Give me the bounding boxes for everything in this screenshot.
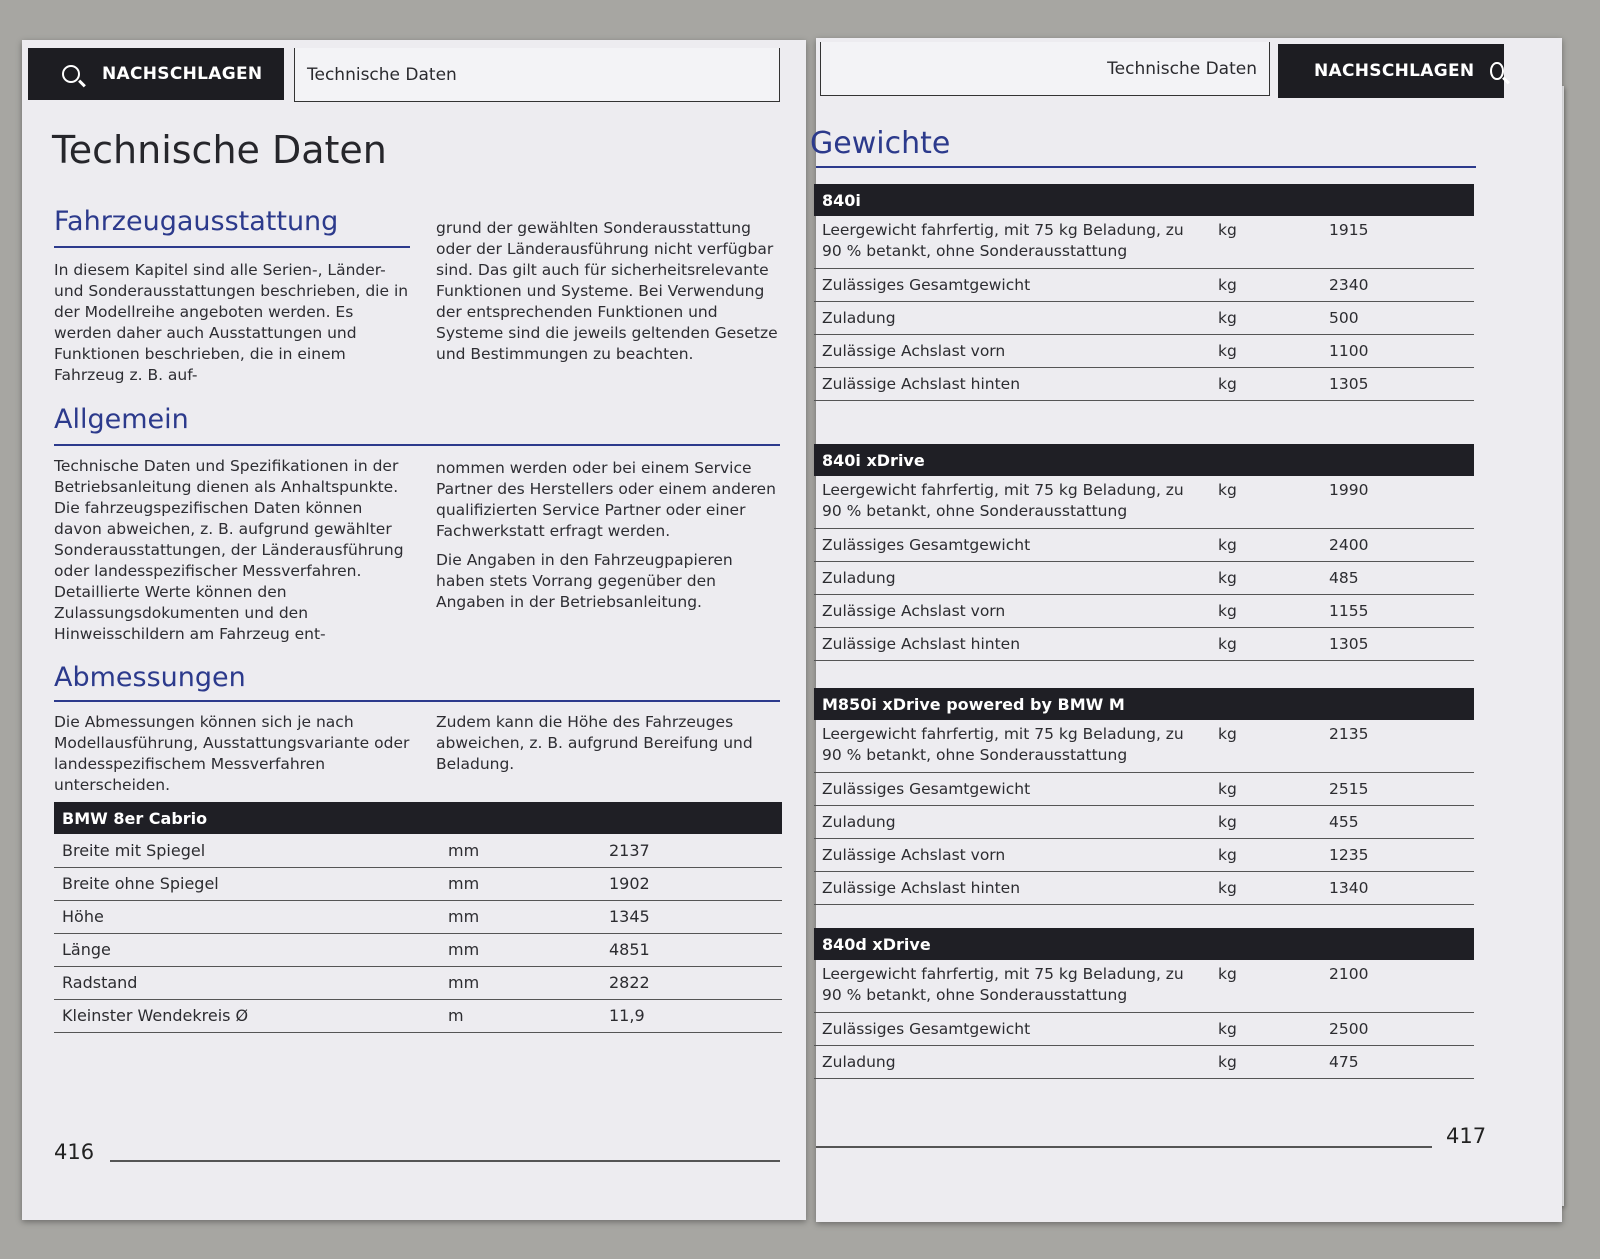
row-unit: kg	[1210, 720, 1321, 772]
row-unit: kg	[1210, 772, 1321, 805]
footer-rule	[110, 1160, 780, 1162]
row-value: 2822	[601, 966, 782, 999]
row-label: Zuladung	[814, 805, 1210, 838]
row-unit: kg	[1210, 301, 1321, 334]
table-header: 840i	[814, 184, 1474, 216]
row-label: Zulässige Achslast hinten	[814, 627, 1210, 660]
table-row	[814, 720, 1474, 772]
row-label: Zuladung	[814, 301, 1210, 334]
row-label: Zulässiges Gesamtgewicht	[814, 528, 1210, 561]
section-text-col2a: nommen werden oder bei einem Service Partner des Herstellers oder einem anderen qualifizierten Service Partner oder einer Fachwerkstatt erfragt werden.	[436, 459, 776, 540]
section-heading-abmessungen: Abmessungen	[54, 662, 246, 693]
row-value: 2340	[1321, 268, 1474, 301]
weights-table	[814, 928, 1474, 1079]
row-unit: kg	[1210, 960, 1321, 1012]
section-rule	[816, 166, 1476, 168]
table-row	[814, 561, 1474, 594]
row-label: Zulässige Achslast vorn	[814, 594, 1210, 627]
right-page	[810, 38, 1562, 1222]
table-row	[814, 594, 1474, 627]
row-value: 1990	[1321, 476, 1474, 528]
section-heading-allgemein: Allgemein	[54, 404, 189, 435]
row-label: Zuladung	[814, 1045, 1210, 1078]
row-unit: kg	[1210, 268, 1321, 301]
row-label: Zulässiges Gesamtgewicht	[814, 268, 1210, 301]
section-text-col1: Technische Daten und Spezifikationen in der Betriebsanleitung dienen als Anhaltspunkte. Die fahrzeugspezifischen Daten können davon abweichen, z. B. aufgrund gewählter Sonderausstattungen, der Länderausführung oder landesspezifischer Messverfahren. Detaillierte Werte können den Zulassungsdokumenten und den Hinweisschildern am Fahrzeug ent-	[54, 457, 404, 643]
section-rule	[54, 700, 780, 702]
row-label: Zuladung	[814, 561, 1210, 594]
row-value: 1155	[1321, 594, 1474, 627]
nachschlagen-label: NACHSCHLAGEN	[102, 64, 263, 84]
row-value: 1305	[1321, 367, 1474, 400]
row-value: 2515	[1321, 772, 1474, 805]
table-row	[54, 867, 782, 900]
row-value: 500	[1321, 301, 1474, 334]
weights-table	[814, 688, 1474, 905]
table-row	[54, 933, 782, 966]
chapter-header-left	[294, 48, 780, 102]
row-unit: kg	[1210, 871, 1321, 904]
section-text-col1: In diesem Kapitel sind alle Serien-, Länder- und Sonderausstattungen beschrieben, die in der Modellreihe angeboten werden. Es werden daher auch Ausstattungen und Funktionen beschrieben, die in einem Fahrzeug z. B. auf-	[54, 261, 409, 384]
table-header: 840d xDrive	[814, 928, 1474, 960]
row-value: 2137	[601, 834, 782, 867]
row-unit: kg	[1210, 805, 1321, 838]
row-value: 475	[1321, 1045, 1474, 1078]
search-icon	[1490, 62, 1504, 80]
table-row	[814, 476, 1474, 528]
row-value: 1305	[1321, 627, 1474, 660]
row-label: Höhe	[54, 900, 440, 933]
table-row	[814, 334, 1474, 367]
table-body	[54, 834, 782, 1032]
section-heading-fahrzeugausstattung: Fahrzeugausstattung	[54, 206, 339, 237]
table-row	[814, 216, 1474, 268]
table-row	[54, 834, 782, 867]
row-unit: m	[440, 999, 601, 1032]
row-value: 2400	[1321, 528, 1474, 561]
chapter-header-label: Technische Daten	[307, 64, 457, 85]
left-page	[22, 40, 806, 1220]
row-unit: mm	[440, 933, 601, 966]
table-header: BMW 8er Cabrio	[54, 802, 782, 834]
row-label: Breite mit Spiegel	[54, 834, 440, 867]
row-unit: kg	[1210, 367, 1321, 400]
table-row	[814, 1012, 1474, 1045]
nachschlagen-tab-right[interactable]	[1278, 44, 1504, 98]
row-unit: mm	[440, 900, 601, 933]
page-number: 417	[1446, 1124, 1487, 1148]
section-text-col2b: Die Angaben in den Fahrzeugpapieren haben stets Vorrang gegenüber den Angaben in der Betriebsanleitung.	[436, 551, 733, 611]
row-label: Kleinster Wendekreis Ø	[54, 999, 440, 1032]
chapter-header-label: Technische Daten	[1107, 58, 1257, 79]
row-value: 1902	[601, 867, 782, 900]
table-row	[54, 999, 782, 1032]
row-unit: kg	[1210, 528, 1321, 561]
row-label: Radstand	[54, 966, 440, 999]
row-label: Länge	[54, 933, 440, 966]
row-label: Breite ohne Spiegel	[54, 867, 440, 900]
section-rule	[54, 246, 410, 248]
row-label: Zulässige Achslast vorn	[814, 838, 1210, 871]
row-value: 11,9	[601, 999, 782, 1032]
row-unit: mm	[440, 834, 601, 867]
page-title: Technische Daten	[52, 128, 387, 172]
table-row	[54, 966, 782, 999]
dimensions-table	[54, 802, 782, 1033]
table-row	[814, 960, 1474, 1012]
table-row	[814, 871, 1474, 904]
chapter-header-right	[820, 42, 1270, 96]
page-title: Gewichte	[810, 126, 951, 161]
section-text-col2: grund der gewählten Sonderausstattung oder der Länderausführung nicht verfügbar sind. Das gilt auch für sicherheitsrelevante Funktionen und Systeme. Bei Verwendung der entsprechenden Funktionen und Systeme sind die jeweils geltenden Gesetze und Bestimmungen zu beachten.	[436, 219, 778, 363]
row-value: 485	[1321, 561, 1474, 594]
weights-table	[814, 444, 1474, 661]
table-header: M850i xDrive powered by BMW M	[814, 688, 1474, 720]
search-icon	[62, 65, 80, 83]
table-row	[814, 268, 1474, 301]
weights-table	[814, 184, 1474, 401]
row-unit: kg	[1210, 1045, 1321, 1078]
table-row	[814, 1045, 1474, 1078]
table-row	[814, 627, 1474, 660]
row-unit: kg	[1210, 594, 1321, 627]
row-unit: kg	[1210, 561, 1321, 594]
row-unit: kg	[1210, 476, 1321, 528]
row-label: Leergewicht fahrfertig, mit 75 kg Beladung, zu 90 % betankt, ohne Sonderausstattung	[814, 216, 1210, 268]
section-text-col2: Zudem kann die Höhe des Fahrzeuges abweichen, z. B. aufgrund Bereifung und Beladung.	[436, 713, 753, 773]
row-unit: mm	[440, 966, 601, 999]
row-value: 1345	[601, 900, 782, 933]
row-unit: kg	[1210, 627, 1321, 660]
table-row	[814, 367, 1474, 400]
row-value: 1100	[1321, 334, 1474, 367]
nachschlagen-tab-left[interactable]	[28, 48, 284, 100]
section-text-col1: Die Abmessungen können sich je nach Modellausführung, Ausstattungsvariante oder landesspezifischem Messverfahren unterscheiden.	[54, 713, 410, 794]
row-unit: kg	[1210, 334, 1321, 367]
row-label: Zulässige Achslast hinten	[814, 367, 1210, 400]
row-unit: kg	[1210, 838, 1321, 871]
row-label: Leergewicht fahrfertig, mit 75 kg Beladung, zu 90 % betankt, ohne Sonderausstattung	[814, 720, 1210, 772]
row-value: 1235	[1321, 838, 1474, 871]
table-row	[814, 838, 1474, 871]
table-row	[814, 301, 1474, 334]
table-row	[54, 900, 782, 933]
row-unit: kg	[1210, 216, 1321, 268]
row-value: 4851	[601, 933, 782, 966]
section-text-col2	[436, 458, 782, 621]
row-label: Zulässiges Gesamtgewicht	[814, 1012, 1210, 1045]
nachschlagen-label: NACHSCHLAGEN	[1314, 61, 1475, 81]
row-label: Leergewicht fahrfertig, mit 75 kg Beladung, zu 90 % betankt, ohne Sonderausstattung	[814, 476, 1210, 528]
row-label: Zulässiges Gesamtgewicht	[814, 772, 1210, 805]
row-value: 2500	[1321, 1012, 1474, 1045]
section-rule	[54, 444, 780, 446]
row-label: Leergewicht fahrfertig, mit 75 kg Beladung, zu 90 % betankt, ohne Sonderausstattung	[814, 960, 1210, 1012]
row-value: 2100	[1321, 960, 1474, 1012]
row-label: Zulässige Achslast vorn	[814, 334, 1210, 367]
footer-rule	[816, 1146, 1432, 1148]
table-row	[814, 772, 1474, 805]
row-value: 1340	[1321, 871, 1474, 904]
row-unit: kg	[1210, 1012, 1321, 1045]
row-value: 455	[1321, 805, 1474, 838]
table-row	[814, 528, 1474, 561]
table-header: 840i xDrive	[814, 444, 1474, 476]
row-label: Zulässige Achslast hinten	[814, 871, 1210, 904]
page-number: 416	[54, 1140, 95, 1164]
row-value: 1915	[1321, 216, 1474, 268]
table-row	[814, 805, 1474, 838]
row-unit: mm	[440, 867, 601, 900]
row-value: 2135	[1321, 720, 1474, 772]
